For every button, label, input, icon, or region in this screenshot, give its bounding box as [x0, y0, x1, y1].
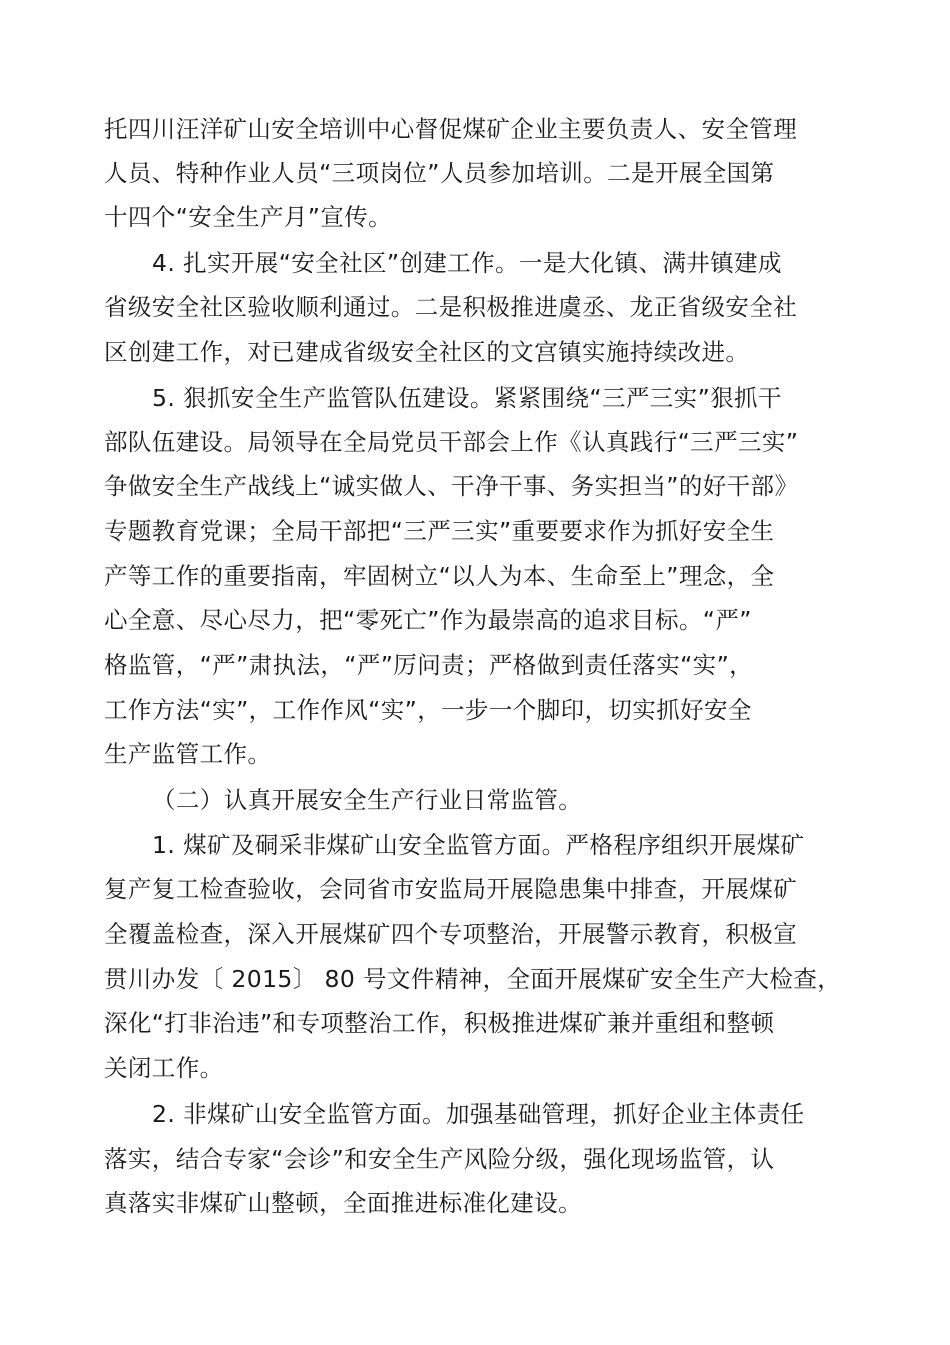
paragraph-line: 深化“打非治违”和专项整治工作，积极推进煤矿兼并重组和整顿	[104, 1009, 775, 1037]
paragraph-line: 工作方法“实”，工作作风“实”，一步一个脚印，切实抓好安全	[104, 696, 752, 724]
paragraph-line: 十四个“安全生产月”宣传。	[104, 203, 393, 231]
paragraph-line: 全覆盖检查，深入开展煤矿四个专项整治，开展警示教育，积极宣	[104, 920, 798, 948]
paragraph-line: 省级安全社区验收顺利通过。二是积极推进虞丞、龙正省级安全社	[104, 293, 798, 321]
paragraph-line: 专题教育党课；全局干部把“三严三实”重要要求作为抓好安全生	[104, 517, 775, 545]
paragraph-line: 真落实非煤矿山整顿，全面推进标准化建设。	[104, 1189, 582, 1217]
paragraph-line: 人员、特种作业人员“三项岗位”人员参加培训。二是开展全国第	[104, 159, 775, 187]
paragraph-line: 争做安全生产战线上“诚实做人、干净干事、务实担当”的好干部》	[104, 472, 799, 500]
paragraph-line: 2. 非煤矿山安全监管方面。加强基础管理，抓好企业主体责任	[152, 1100, 805, 1128]
paragraph-line: 落实，结合专家“会诊”和安全生产风险分级，强化现场监管，认	[104, 1145, 775, 1173]
paragraph-line: 5. 狠抓安全生产监管队伍建设。紧紧围绕“三严三实”狠抓干	[152, 384, 782, 412]
paragraph-line: 托四川汪洋矿山安全培训中心督促煤矿企业主要负责人、安全管理	[104, 115, 798, 143]
paragraph-line: 生产监管工作。	[104, 740, 272, 768]
paragraph-line: 区创建工作，对已建成省级安全社区的文宫镇实施持续改进。	[104, 338, 750, 366]
paragraph-line: 心全意、尽心尽力，把“零死亡”作为最崇高的追求目标。“严”	[104, 606, 752, 634]
paragraph-line: 产等工作的重要指南，牢固树立“以人为本、生命至上”理念，全	[104, 562, 775, 590]
paragraph-line: 贯川办发〔 2015〕 80 号文件精神，全面开展煤矿安全生产大检查，	[104, 965, 842, 993]
paragraph-line: 复产复工检查验收，会同省市安监局开展隐患集中排查，开展煤矿	[104, 875, 798, 903]
paragraph-line: 4. 扎实开展“安全社区”创建工作。一是大化镇、满井镇建成	[152, 249, 782, 277]
paragraph-line: 部队伍建设。局领导在全局党员干部会上作《认真践行“三严三实”	[104, 428, 799, 456]
paragraph-line: 1. 煤矿及硐采非煤矿山安全监管方面。严格程序组织开展煤矿	[152, 831, 805, 859]
section-heading: （二）认真开展安全生产行业日常监管。	[152, 786, 583, 814]
paragraph-line: 关闭工作。	[104, 1054, 224, 1082]
paragraph-line: 格监管，“严”肃执法，“严”厉问责；严格做到责任落实“实”，	[104, 651, 754, 679]
